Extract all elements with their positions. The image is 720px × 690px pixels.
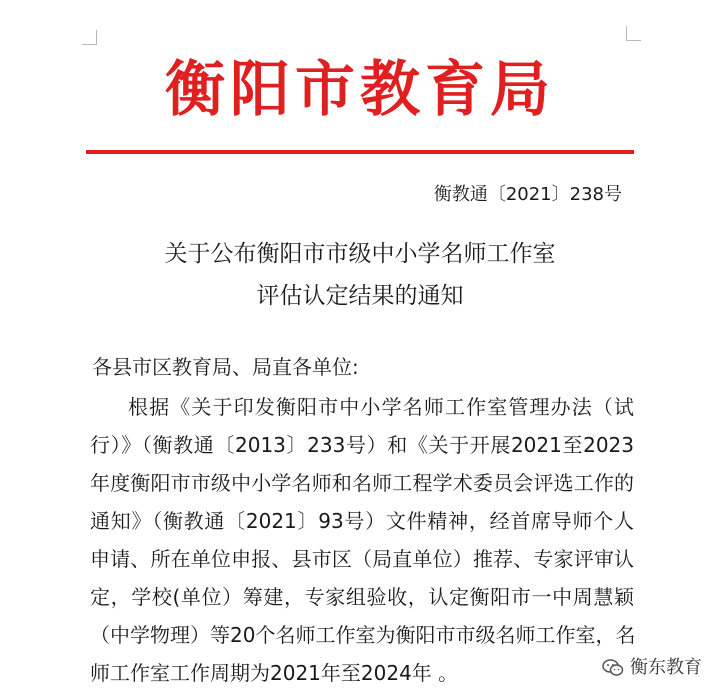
body-line: 申请、所在单位申报、县市区（局直单位）推荐、专家评审认	[90, 547, 634, 571]
body-line: 行）》（衡教通〔2013〕233号）和《关于开展2021至2023	[90, 433, 634, 457]
body-line: 师工作室工作周期为2021年至2024年 。	[90, 661, 459, 685]
document-title-line: 评估认定结果的通知	[256, 283, 464, 309]
masthead-red-rule	[86, 150, 634, 154]
salutation: 各县市区教育局、局直各单位:	[92, 355, 359, 379]
body-line: 定，学校(单位）筹建，专家组验收，认定衡阳市一中周慧颖	[90, 585, 634, 609]
body-line: 通知》（衡教通〔2021〕93号）文件精神，经首席导师个人	[90, 509, 634, 533]
document-number: 衡教通〔2021〕238号	[433, 184, 622, 205]
body-line: 年度衡阳市市级中小学名师和名师工程学术委员会评选工作的	[90, 471, 634, 495]
document-title-line: 关于公布衡阳市市级中小学名师工作室	[164, 241, 556, 267]
body-line: （中学物理）等20个名师工作室为衡阳市市级名师工作室，名	[90, 623, 636, 647]
page-corner-mark-right	[626, 26, 641, 41]
page-corner-mark-left	[82, 30, 97, 45]
document-masthead: 衡阳市教育局	[165, 55, 555, 125]
body-line: 根据《关于印发衡阳市中小学名师工作室管理办法（试	[128, 395, 634, 419]
wechat-icon	[602, 659, 624, 677]
watermark-account-name: 衡东教育	[630, 657, 702, 678]
wechat-watermark	[600, 656, 704, 680]
